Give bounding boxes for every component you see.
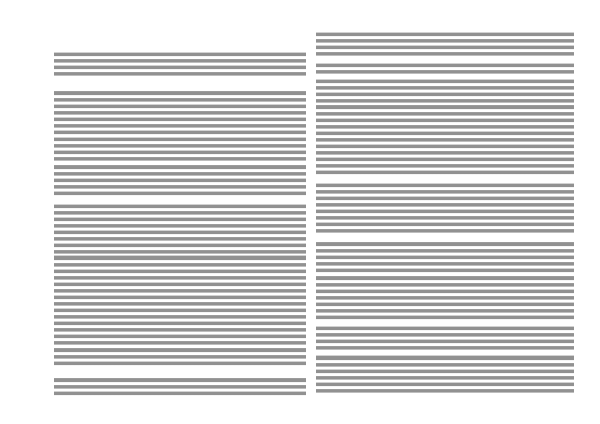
right-paragraph-2 [316, 62, 574, 75]
left-paragraph-8 [54, 347, 306, 367]
right-paragraph-8 [316, 325, 574, 351]
right-paragraph-9 [316, 355, 574, 395]
left-paragraph-6 [54, 229, 306, 255]
right-text-column [316, 0, 574, 424]
left-paragraph-1 [54, 51, 306, 77]
right-paragraph-7 [316, 275, 574, 321]
right-paragraph-4 [316, 104, 574, 176]
right-paragraph-1 [316, 31, 574, 57]
left-text-column [54, 0, 306, 424]
right-paragraph-6 [316, 241, 574, 274]
left-paragraph-9 [54, 377, 306, 397]
left-paragraph-2 [54, 90, 306, 136]
right-paragraph-5 [316, 182, 574, 234]
right-paragraph-3 [316, 78, 574, 104]
left-paragraph-5 [54, 203, 306, 229]
left-paragraph-7 [54, 255, 306, 347]
left-paragraph-4 [54, 164, 306, 197]
left-paragraph-3 [54, 136, 306, 162]
